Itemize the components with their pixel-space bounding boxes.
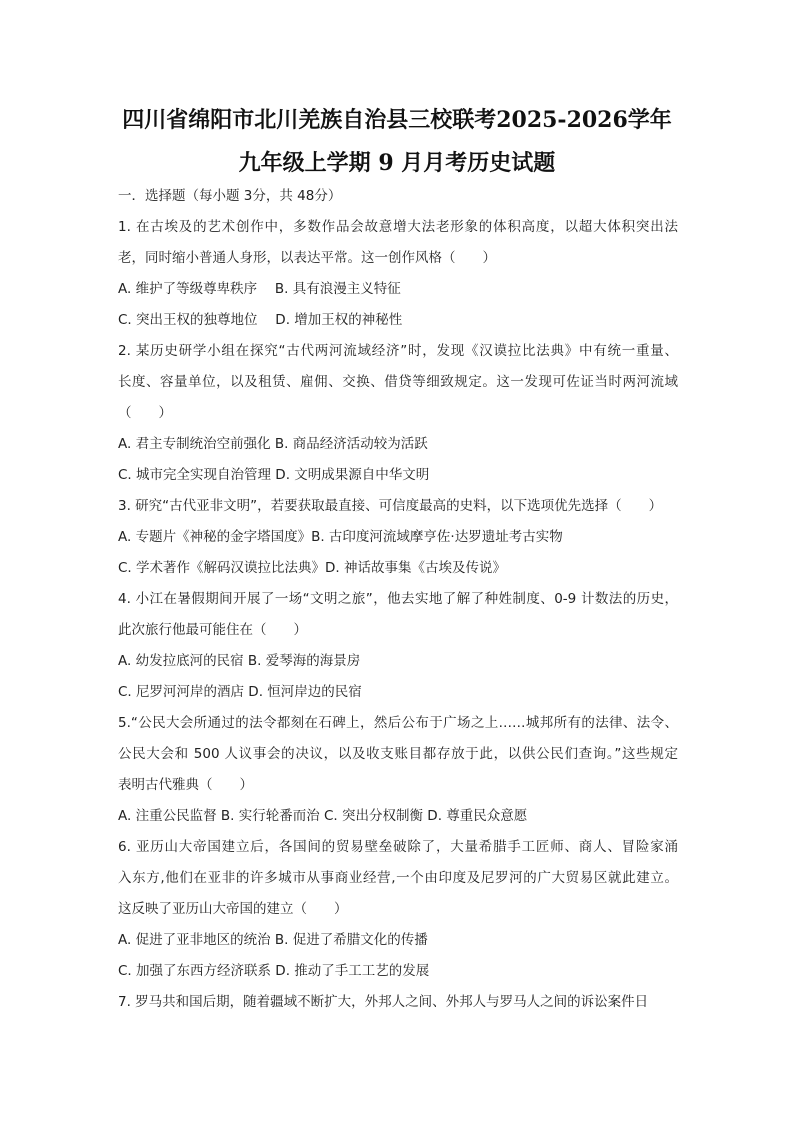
answer-options-line: A. 专题片《神秘的金字塔国度》B. 古印度河流域摩亨佐·达罗遗址考古实物: [118, 529, 563, 545]
question-stem-line: 2. 某历史研学小组在探究“古代两河流域经济”时，发现《汉谟拉比法典》中有统一重量、: [118, 343, 678, 359]
question-stem-line: 公民大会和 500 人议事会的决议，以及收支账目都存放于此，以供公民们查询。”这些规定: [118, 746, 678, 762]
question-stem-line: 1. 在古埃及的艺术创作中，多数作品会故意增大法老形象的体积高度，以超大体积突出法: [118, 219, 678, 235]
question-list: [118, 212, 678, 1018]
answer-options-line: C. 突出王权的独尊地位 D. 增加王权的神秘性: [118, 312, 403, 328]
exam-title-line1: 四川省绵阳市北川羌族自治县三校联考2025-2026学年: [122, 107, 672, 133]
question-stem-line: 入东方,他们在亚非的许多城市从事商业经营,一个由印度及尼罗河的广大贸易区就此建立。: [118, 870, 678, 886]
question-3: [118, 491, 678, 584]
question-stem-line: 表明古代雅典（ ）: [118, 777, 253, 793]
answer-options-line: C. 学术著作《解码汉谟拉比法典》D. 神话故事集《古埃及传说》: [118, 560, 506, 576]
answer-options-line: C. 尼罗河河岸的酒店 D. 恒河岸边的民宿: [118, 684, 362, 700]
answer-options-line: A. 促进了亚非地区的统治 B. 促进了希腊文化的传播: [118, 932, 428, 948]
question-6: [118, 832, 678, 987]
answer-options-line: A. 君主专制统治空前强化 B. 商品经济活动较为活跃: [118, 436, 428, 452]
answer-options-line: A. 注重公民监督 B. 实行轮番而治 C. 突出分权制衡 D. 尊重民众意愿: [118, 808, 528, 824]
answer-options-line: A. 维护了等级尊卑秩序 B. 具有浪漫主义特征: [118, 281, 401, 297]
question-7: [118, 987, 678, 1018]
question-stem-line: 5.“公民大会所通过的法令都刻在石碑上，然后公布于广场之上……城邦所有的法律、法令、: [118, 715, 678, 731]
question-stem-line: 4. 小江在暑假期间开展了一场“文明之旅”，他去实地了解了种姓制度、0-9 计数法的历史，: [118, 591, 678, 607]
question-4: [118, 584, 678, 708]
question-stem-line: （ ）: [118, 405, 172, 421]
question-stem-line: 此次旅行他最可能住在（ ）: [118, 622, 307, 638]
exam-content: [118, 181, 678, 1018]
answer-options-line: A. 幼发拉底河的民宿 B. 爱琴海的海景房: [118, 653, 361, 669]
question-stem-line: 7. 罗马共和国后期，随着疆域不断扩大，外邦人之间、外邦人与罗马人之间的诉讼案件日: [118, 994, 649, 1010]
question-stem-line: 长度、容量单位，以及租赁、雇佣、交换、借贷等细致规定。这一发现可佐证当时两河流域: [118, 374, 678, 390]
section-header: 一．选择题（每小题 3分，共 48分）: [118, 188, 342, 204]
question-stem-line: 3. 研究“古代亚非文明”，若要获取最直接、可信度最高的史料，以下选项优先选择（ ）: [118, 498, 663, 514]
question-1: [118, 212, 678, 336]
question-5: [118, 708, 678, 832]
exam-title-line2: 九年级上学期 9 月月考历史试题: [238, 150, 556, 176]
answer-options-line: C. 城市完全实现自治管理 D. 文明成果源自中华文明: [118, 467, 430, 483]
question-stem-line: 老，同时缩小普通人身形，以表达平常。这一创作风格（ ）: [118, 250, 496, 266]
answer-options-line: C. 加强了东西方经济联系 D. 推动了手工工艺的发展: [118, 963, 430, 979]
question-stem-line: 6. 亚历山大帝国建立后，各国间的贸易壁垒破除了，大量希腊手工匠师、商人、冒险家涌: [118, 839, 678, 855]
question-2: [118, 336, 678, 491]
question-stem-line: 这反映了亚历山大帝国的建立（ ）: [118, 901, 348, 917]
